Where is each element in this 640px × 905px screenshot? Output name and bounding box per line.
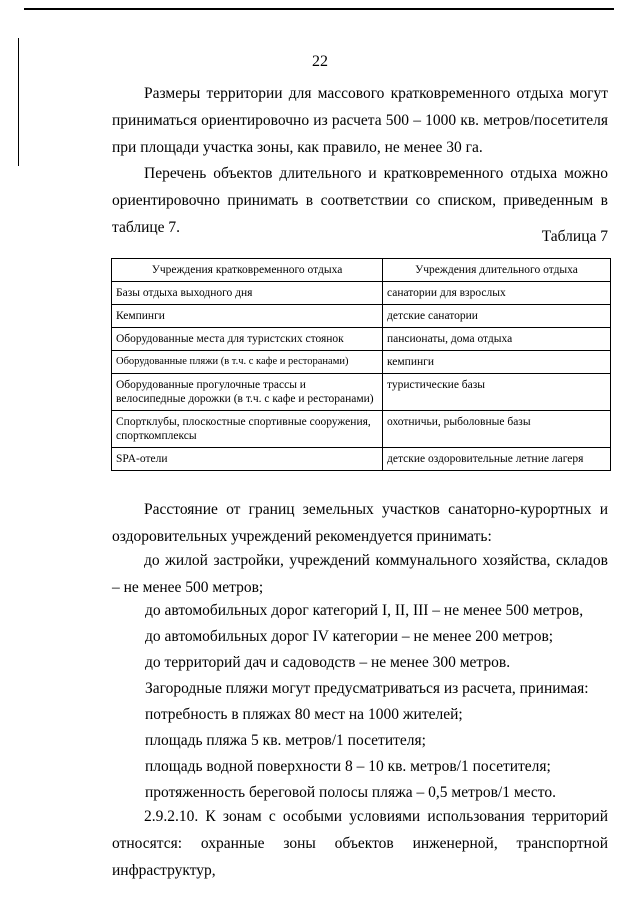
table-cell: охотничьи, рыболовные базы (383, 411, 611, 448)
list-item-residential-distance: до жилой застройки, учреждений коммунального хозяйства, складов – не менее 500 метров; (112, 552, 608, 596)
table-cell: SPA-отели (112, 448, 383, 471)
list-item-water-surface: площадь водной поверхности 8 – 10 кв. метров/1 посетителя; (145, 758, 551, 775)
table-cell: Базы отдыха выходного дня (112, 282, 383, 305)
table-header-row (112, 259, 611, 282)
table-cell: детские санатории (383, 305, 611, 328)
table-cell: Оборудованные пляжи (в т.ч. с кафе и ресторанами) (112, 351, 383, 374)
table-cell: туристические базы (383, 374, 611, 411)
paragraph-objects-list: Перечень объектов длительного и кратковременного отдыха можно ориентировочно принимать в соответствии со списком, приведенным в таблице 7. (112, 165, 608, 236)
table-row (112, 328, 611, 351)
table-cell: санатории для взрослых (383, 282, 611, 305)
table-row (112, 305, 611, 328)
list-item-beach-area: площадь пляжа 5 кв. метров/1 посетителя; (145, 732, 426, 749)
paragraph-beaches: Загородные пляжи могут предусматриваться из расчета, принимая: (145, 680, 589, 697)
list-item-beach-demand: потребность в пляжах 80 мест на 1000 жителей; (145, 706, 463, 723)
recreation-facilities-table (111, 258, 611, 471)
table-cell: Оборудованные прогулочные трассы и велосипедные дорожки (в т.ч. с кафе и ресторанами) (112, 374, 383, 411)
table-cell: детские оздоровительные летние лагеря (383, 448, 611, 471)
table-row (112, 448, 611, 471)
table-row (112, 351, 611, 374)
paragraph-special-zones: 2.9.2.10. К зонам с особыми условиями использования территорий относятся: охранные зоны объектов инженерной, транспортной инфраструктур, (112, 808, 608, 879)
column-header-long-term: Учреждения длительного отдыха (383, 259, 611, 282)
list-item-dachas-distance: до территорий дач и садоводств – не менее 300 метров. (145, 654, 511, 671)
page-number: 22 (312, 53, 328, 70)
column-header-short-term: Учреждения кратковременного отдыха (112, 259, 383, 282)
table-cell: Спортклубы, плоскостные спортивные сооружения, спорткомплексы (112, 411, 383, 448)
table-cell: Оборудованные места для туристских стоянок (112, 328, 383, 351)
paragraph-distance-requirements: Расстояние от границ земельных участков санаторно-курортных и оздоровительных учреждений рекомендуется принимать: (112, 501, 608, 545)
table-cell: Кемпинги (112, 305, 383, 328)
table-row (112, 411, 611, 448)
top-rule (24, 8, 614, 10)
list-item-shoreline-length: протяженность береговой полосы пляжа – 0,5 метров/1 место. (145, 784, 556, 801)
paragraph-recreation-area-size: Размеры территории для массового кратковременного отдыха могут приниматься ориентировочно из расчета 500 – 1000 кв. метров/посетителя при площади участка зоны, как правило, не менее 30 га. (112, 85, 608, 156)
table-row (112, 282, 611, 305)
list-item-roads-category-4: до автомобильных дорог IV категории – не менее 200 метров; (145, 628, 554, 645)
table-cell: пансионаты, дома отдыха (383, 328, 611, 351)
table-row (112, 374, 611, 411)
list-item-roads-category-1-3: до автомобильных дорог категорий I, II, III – не менее 500 метров, (145, 602, 584, 619)
table-cell: кемпинги (383, 351, 611, 374)
table-caption: Таблица 7 (541, 228, 608, 245)
